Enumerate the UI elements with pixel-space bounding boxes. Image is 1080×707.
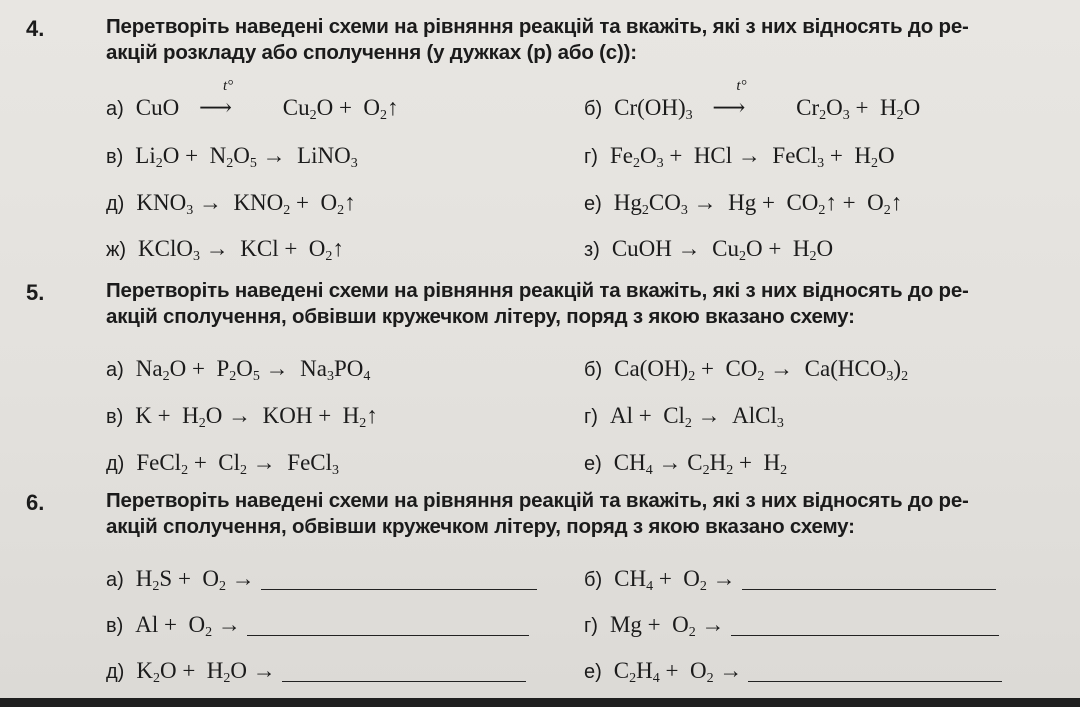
equation-6v: в) $Al + O_2$ → [106, 611, 529, 640]
instruction-line: Перетворіть наведені схеми на рівняння реакцій та вкажіть, які з них відносять до ре- [106, 15, 969, 38]
instruction-line: Перетворіть наведені схеми на рівняння реакцій та вкажіть, які з них відносять до ре- [106, 489, 969, 512]
equation-4z: з) CuOH → $Cu_2O + H_2O$ [584, 236, 834, 264]
answer-blank[interactable] [748, 661, 1002, 682]
task-instruction [106, 14, 1066, 66]
equation-6a: а) $H_2S + O_2$ → [106, 565, 537, 594]
equation-5g: г) $Al + Cl_2$ → AlCl$_3$ [584, 403, 784, 431]
task-number: 6. [26, 490, 45, 515]
equation-6b: б) $CH_4 + O_2$ → [584, 565, 996, 594]
equation-5a: а) $Na_2O + P_2O_5 \to Na_3PO_4$ [106, 356, 371, 384]
equation-6g: г) $Mg + O_2$ → [584, 611, 999, 640]
equation-4a: а) CuO t° ⟶ $Cu_2O$ + $O_2↑$ [106, 78, 399, 123]
answer-blank[interactable] [282, 661, 526, 682]
equation-5b: б) $Ca(OH)_2 + CO_2 \to Ca(HCO_3)_2$ [584, 356, 909, 384]
equation-5e: е) $CH_4 \to C_2H_2 + H_2$ [584, 450, 788, 478]
task-number: 4. [26, 16, 45, 41]
heat-arrow: t° ⟶ [712, 78, 747, 120]
equation-4b: б) $Cr(OH)_3$ t° ⟶ $Cr_2O_3 + H_2O$ [584, 78, 921, 123]
instruction-line: акцій сполучення, обвівши кружечком літеру, поряд з якою вказано схему: [106, 305, 855, 328]
answer-blank[interactable] [731, 615, 999, 636]
equation-5v: в) $K + H_2O$ → KOH + $H_2↑$ [106, 403, 378, 431]
answer-blank[interactable] [247, 615, 529, 636]
task-instruction [106, 278, 1066, 330]
task-number: 5. [26, 280, 45, 305]
equation-4g: г) $Fe_2O_3$ + HCl → FeCl$_3$ + $H_2O$ [584, 143, 895, 171]
equation-4d: д) $KNO_3 \to KNO_2$ + $O_2↑$ [106, 190, 356, 218]
bottom-edge [0, 698, 1080, 707]
instruction-line: Перетворіть наведені схеми на рівняння реакцій та вкажіть, які з них відносять до ре- [106, 279, 969, 302]
equation-6e: е) $C_2H_4 + O_2$ → [584, 657, 1002, 686]
heat-arrow: t° ⟶ [199, 78, 234, 120]
answer-blank[interactable] [742, 569, 996, 590]
equation-4e: е) $Hg_2CO_3 \to Hg$ + $CO_2↑$ + $O_2↑$ [584, 190, 903, 218]
equation-6d: д) $K_2O + H_2O$ → [106, 657, 526, 686]
instruction-line: акцій сполучення, обвівши кружечком літеру, поряд з якою вказано схему: [106, 515, 855, 538]
answer-blank[interactable] [261, 569, 537, 590]
task-instruction [106, 488, 1066, 540]
instruction-line: акцій розкладу або сполучення (у дужках (р) або (с)): [106, 41, 637, 64]
equation-5d: д) FeCl$_2$ + $Cl_2$ → FeCl$_3$ [106, 450, 340, 478]
equation-4v: в) $Li_2O + N_2O_5$ → LiNO$_3$ [106, 143, 358, 171]
equation-4zh: ж) KClO$_3$ → KCl + $O_2↑$ [106, 236, 344, 264]
